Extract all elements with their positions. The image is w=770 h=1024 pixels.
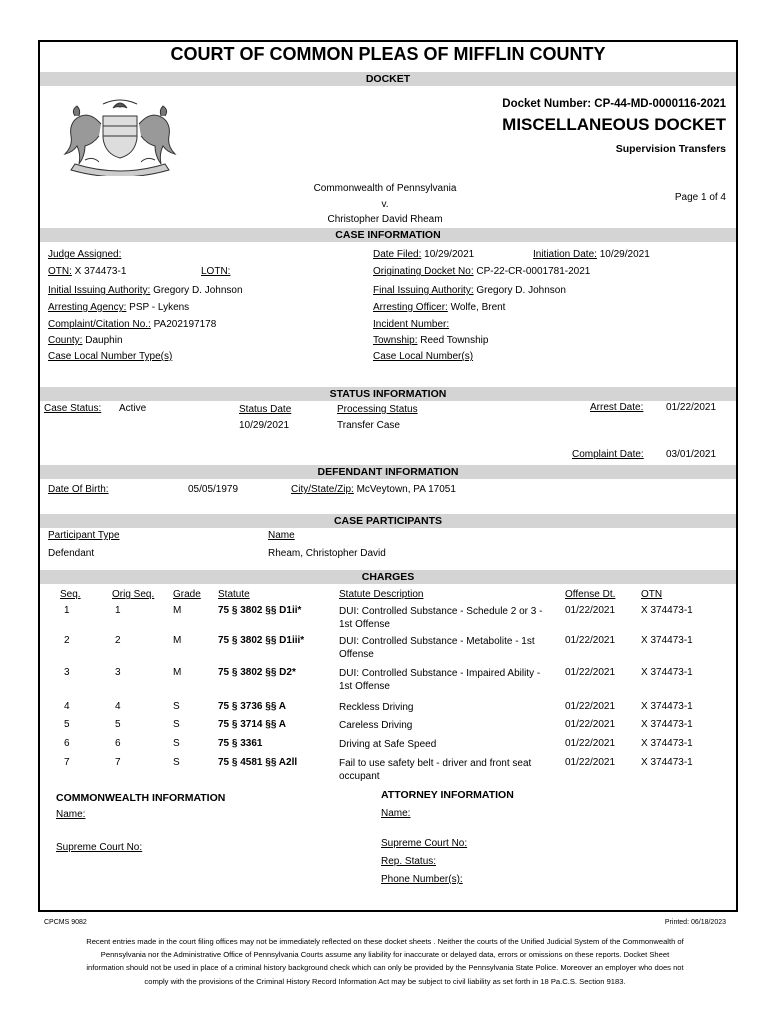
charge-cell: S: [173, 738, 180, 749]
participant-type-label: Participant Type: [48, 530, 120, 541]
charge-cell: Driving at Safe Speed: [339, 739, 437, 750]
status-date-value: 10/29/2021: [239, 420, 290, 431]
col-statute: Statute: [218, 589, 250, 600]
charge-cell: 7: [115, 757, 121, 768]
charge-cell: DUI: Controlled Substance - Impaired Ability - 1st Offense: [339, 668, 541, 692]
charge-cell: X 374473-1: [641, 719, 693, 730]
form-number: CPCMS 9082: [44, 919, 87, 926]
charge-cell: 2: [64, 635, 70, 646]
charge-cell: 75 § 3802 §§ D2*: [218, 667, 296, 678]
commonwealth-court-no-label: Supreme Court No:: [56, 842, 143, 853]
charge-cell: 01/22/2021: [565, 738, 616, 749]
charge-cell: Fail to use safety belt - driver and front seat occupant: [339, 758, 532, 782]
case-status-label: Case Status:: [44, 403, 102, 414]
charge-cell: 75 § 3361: [218, 738, 263, 749]
lotn-label: LOTN:: [201, 266, 231, 277]
charge-cell: 6: [115, 738, 121, 749]
incident-number-label: Incident Number:: [373, 319, 450, 330]
date-filed: Date Filed: 10/29/2021: [373, 249, 475, 260]
dob-label: Date Of Birth:: [48, 484, 109, 495]
charge-cell: 5: [115, 719, 121, 730]
col-orig-seq: Orig Seq.: [112, 589, 155, 600]
attorney-information-heading: ATTORNEY INFORMATION: [381, 789, 514, 801]
docket-subtype: Supervision Transfers: [615, 143, 726, 155]
docket-number: Docket Number: CP-44-MD-0000116-2021: [502, 98, 726, 110]
pennsylvania-seal-icon: [55, 94, 185, 176]
charge-cell: 4: [64, 701, 70, 712]
charge-cell: 75 § 3714 §§ A: [218, 719, 287, 730]
county: County: Dauphin: [48, 335, 123, 346]
charge-cell: Careless Driving: [339, 720, 413, 731]
initial-issuing-authority: Initial Issuing Authority: Gregory D. Johnson: [48, 285, 243, 296]
charge-cell: 75 § 3736 §§ A: [218, 701, 287, 712]
defendant-information-bar: DEFENDANT INFORMATION: [40, 465, 736, 479]
col-offense-date: Offense Dt.: [565, 589, 616, 600]
processing-status-value: Transfer Case: [337, 420, 400, 431]
case-status-value: Active: [119, 403, 147, 414]
disclaimer: Recent entries made in the court filing offices may not be immediately reflected on these docket sheets . Neither the courts of the Unified Judicial System of the Commonwealth of Pennsylvania nor the Administrative Office of Pennsylvania Courts assume any liability for inaccurate or delayed data, errors or omissions on these reports. Docket Sheet information should not be used in place of a criminal history background check which can only be provided by the Pennsylvania State Police. Moreover an employer who does not comply with the provisions of the Criminal History Record Information Act may be subject to civil liability as set forth in 18 Pa.C.S. Section 9183.: [86, 937, 684, 986]
judge-label: Judge Assigned:: [48, 249, 122, 260]
charge-cell: 75 § 4581 §§ A2ll: [218, 757, 298, 768]
charge-cell: S: [173, 701, 180, 712]
charge-cell: 3: [115, 667, 121, 678]
initiation-date: Initiation Date: 10/29/2021: [533, 249, 650, 260]
charge-cell: 01/22/2021: [565, 719, 616, 730]
charge-cell: 2: [115, 635, 121, 646]
complaint-citation: Complaint/Citation No.: PA202197178: [48, 319, 217, 330]
participant-name: Rheam, Christopher David: [268, 548, 386, 559]
complaint-date-label: Complaint Date:: [572, 449, 644, 460]
charge-cell: 6: [64, 738, 70, 749]
originating-docket: Originating Docket No: CP-22-CR-0001781-2021: [373, 266, 591, 277]
charge-cell: 5: [64, 719, 70, 730]
charge-cell: DUI: Controlled Substance - Metabolite - 1st Offense: [339, 636, 535, 660]
final-issuing-authority: Final Issuing Authority: Gregory D. Johnson: [373, 285, 566, 296]
charge-cell: 3: [64, 667, 70, 678]
charge-cell: 01/22/2021: [565, 635, 616, 646]
page-indicator: Page 1 of 4: [674, 192, 726, 203]
charge-cell: X 374473-1: [641, 667, 693, 678]
charge-cell: 1: [115, 605, 121, 616]
docket-bar: DOCKET: [40, 72, 736, 86]
commonwealth-information-heading: COMMONWEALTH INFORMATION: [56, 792, 226, 804]
township: Township: Reed Township: [373, 335, 489, 346]
caption-line-3: Christopher David Rheam: [327, 214, 443, 225]
printed-date: Printed: 06/18/2023: [664, 919, 726, 926]
status-information-bar: STATUS INFORMATION: [40, 387, 736, 401]
phone-numbers-label: Phone Number(s):: [381, 874, 463, 885]
case-information-bar: CASE INFORMATION: [40, 228, 736, 242]
charge-cell: 4: [115, 701, 121, 712]
caption-line-1: Commonwealth of Pennsylvania: [313, 183, 457, 194]
charge-cell: DUI: Controlled Substance - Schedule 2 or 3 - 1st Offense: [339, 606, 543, 630]
charge-cell: 01/22/2021: [565, 757, 616, 768]
charge-cell: 7: [64, 757, 70, 768]
col-otn: OTN: [641, 589, 663, 600]
attorney-court-no-label: Supreme Court No:: [381, 838, 468, 849]
case-local-numbers: Case Local Number(s): [373, 351, 474, 362]
charge-cell: X 374473-1: [641, 635, 693, 646]
col-grade: Grade: [173, 589, 201, 600]
dob-value: 05/05/1979: [188, 484, 239, 495]
commonwealth-name-label: Name:: [56, 809, 86, 820]
docket-type: MISCELLANEOUS DOCKET: [502, 115, 726, 134]
otn-row: OTN: X 374473-1: [48, 266, 127, 277]
charge-cell: M: [173, 605, 182, 616]
arresting-agency: Arresting Agency: PSP - Lykens: [48, 302, 190, 313]
arrest-date-value: 01/22/2021: [666, 402, 717, 413]
charge-cell: X 374473-1: [641, 701, 693, 712]
charge-cell: 01/22/2021: [565, 605, 616, 616]
arresting-officer: Arresting Officer: Wolfe, Brent: [373, 302, 506, 313]
charges-bar: CHARGES: [40, 570, 736, 584]
charge-cell: Reckless Driving: [339, 702, 414, 713]
city-state-zip: City/State/Zip: McVeytown, PA 17051: [291, 484, 456, 495]
charge-cell: X 374473-1: [641, 605, 693, 616]
attorney-name-label: Name:: [381, 808, 411, 819]
charge-cell: 01/22/2021: [565, 667, 616, 678]
court-title: COURT OF COMMON PLEAS OF MIFFLIN COUNTY: [170, 44, 606, 64]
charge-cell: S: [173, 719, 180, 730]
participant-type: Defendant: [48, 548, 95, 559]
case-participants-bar: CASE PARTICIPANTS: [40, 514, 736, 528]
rep-status-label: Rep. Status:: [381, 856, 437, 867]
col-statute-description: Statute Description: [339, 589, 424, 600]
status-date-label: Status Date: [239, 404, 292, 415]
charge-cell: S: [173, 757, 180, 768]
col-seq: Seq.: [60, 589, 81, 600]
charge-cell: 01/22/2021: [565, 701, 616, 712]
charge-cell: X 374473-1: [641, 757, 693, 768]
processing-status-label: Processing Status: [337, 404, 418, 415]
participant-name-label: Name: [268, 530, 295, 541]
charge-cell: 1: [64, 605, 70, 616]
complaint-date-value: 03/01/2021: [666, 449, 717, 460]
charge-cell: M: [173, 667, 182, 678]
arrest-date-label: Arrest Date:: [590, 402, 644, 413]
caption-line-2: v.: [381, 199, 389, 210]
charge-cell: M: [173, 635, 182, 646]
charge-cell: 75 § 3802 §§ D1ii*: [218, 605, 302, 616]
charge-cell: X 374473-1: [641, 738, 693, 749]
case-local-number-type: Case Local Number Type(s): [48, 351, 173, 362]
charge-cell: 75 § 3802 §§ D1iii*: [218, 635, 305, 646]
